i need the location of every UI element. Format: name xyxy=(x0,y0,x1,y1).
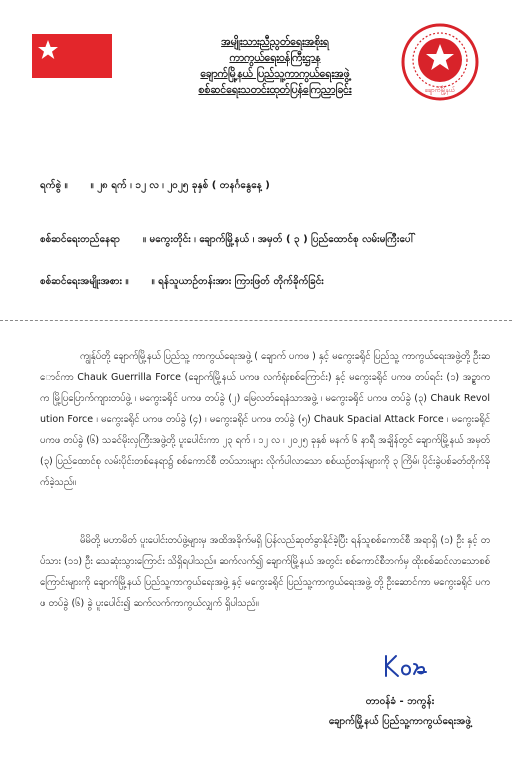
type-value: ။ ရန်သူယာဉ်တန်းအား ကြားဖြတ် တိုက်ခိုက်ခြင်း xyxy=(151,276,324,287)
header-line-2: ကာကွယ်ရေးဝန်ကြီးဌာန xyxy=(229,52,321,64)
header-line-1: အမျိုးသားညီညွတ်ရေးအစိုးရ xyxy=(221,36,329,48)
meta-place xyxy=(40,232,490,247)
header-line-3: ချောက်မြို့နယ် ပြည်သူ့ကာကွယ်ရေးအဖွဲ့ xyxy=(200,68,350,80)
divider xyxy=(0,320,512,321)
signature-block xyxy=(300,692,500,732)
star-icon xyxy=(36,38,60,62)
date-label: ရက်စွဲ ။ xyxy=(40,180,68,191)
flag-emblem xyxy=(32,34,112,78)
type-label: စစ်ဆင်ရေးအမျိုးအစား ။ xyxy=(40,276,129,287)
place-value: ။ မကွေးတိုင်း ၊ ချောက်မြို့နယ် ၊ အမှတ် ( ၃ ) ပြည်ထောင်စု လမ်းမကြီးပေါ် xyxy=(143,234,416,245)
signature xyxy=(380,650,440,682)
paragraph-1: ကျွန်ုပ်တို့ ချောက်မြို့နယ် ပြည်သူ့ ကာကွယ်ရေးအဖွဲ့ ( ချောက် ပကဖ ) နှင့် မကွေးခရိုင် ပြည်သူ့ ကာကွယ်ရေးအဖွဲ့တို့ ဦးဆောင်ကာ Chauk Guerrilla Force (ချောက်မြို့နယ် ပကဖ လက်ရုံးစစ်ကြောင်း) နှင့် မကွေးခရိုင် ပကဖ တပ်ရင်း (၁) အဥ္စာကက မြို့ပြပြောက်ကျားတပ်ဖွဲ့ ၊ မကွေးခရိုင် ပကဖ တပ်ခွဲ (၂) မြေလတ်ရေနံသာအဖွဲ့ ၊ မကွေးခရိုင် ပကဖ တပ်ခွဲ (၃) Chauk Revolution Force ၊ မကွေးခရိုင် ပကဖ တပ်ခွဲ (၄) ၊ မကွေးခရိုင် ပကဖ တပ်ခွဲ (၅) Chauk Spacial Attack Force ၊ မကွေးခရိုင် ပကဖ တပ်ခွဲ (၆) သခင်မိုးလှကြီးအဖွဲ့တို့ ပူးပေါင်းကာ ၂၃ ရက် ၊ ၁၂ လ ၊ ၂၀၂၅ ခုနှစ် မနက် ၆ နာရီ အချိန်တွင် ချောက်မြို့နယ် အမှတ် (၃) ပြည်ထောင်စု လမ်းပိုင်းတစ်နေရာ၌ စစ်ကောင်စီ တပ်သားများ လိုက်ပါလာသော စစ်ယဉ်တန်းများကို ၃ ကြိမ်၊ ပိုင်းခွဲပစ်ခတ်တိုက်ခိုက်ခဲ့သည်။ xyxy=(40,351,490,488)
document-header xyxy=(150,34,400,98)
meta-type xyxy=(40,274,490,289)
meta-date xyxy=(40,178,490,193)
signatory-name: တာဝန်ခံ - ဘကွန်း xyxy=(365,696,435,707)
seal-logo xyxy=(400,22,480,102)
paragraph-2: မိမိတို့ မဟာမိတ် ပူးပေါင်းတပ်ဖွဲ့များမှ အထိအခိုက်မရှိ ပြန်လည်ဆုတ်ခွာနိုင်ခဲ့ပြီး ရန်သူစစ်ကောင်စီ အရာရှိ (၁) ဦး နှင့် တပ်သား (၁၁) ဦး သေဆုံးသွားကြောင်း သိရှိရပါသည်။ ဆက်လက်၍ ချောက်မြို့နယ် အတွင်း စစ်ကောင်စီဘက်မှ ထိုးစစ်ဆင်လာသောစစ်ကြောင်းများကို ချောက်မြို့နယ် ပြည်သူ့ကာကွယ်ရေးအဖွဲ့ နှင့် မကွေးခရိုင် ပြည်သူ့ကာကွယ်ရေးအဖွဲ့ တို့ ဦးဆောင်ကာ မကွေးခရိုင် ပကဖ တပ်ခွဲ (၆) ခွဲ ပူးပေါင်း၍ ဆက်လက်ကာကွယ်လျှက် ရှိပါသည်။ xyxy=(40,535,490,609)
seal-text: ချောက်မြို့နယ် xyxy=(425,87,455,94)
header-line-4: စစ်ဆင်ရေးသတင်းထုတ်ပြန်ကြေညာခြင်း xyxy=(198,84,352,96)
signatory-org: ချောက်မြို့နယ် ပြည်သူ့ကာကွယ်ရေးအဖွဲ့ xyxy=(328,716,472,727)
place-label: စစ်ဆင်ရေးတည်နေရာ xyxy=(40,234,121,245)
date-value: ။ ၂၈ ရက် ၊ ၁၂ လ ၊ ၂၀၂၅ ခုနှစ် ( တနင်္ဂနွေနေ့ ) xyxy=(90,180,270,191)
